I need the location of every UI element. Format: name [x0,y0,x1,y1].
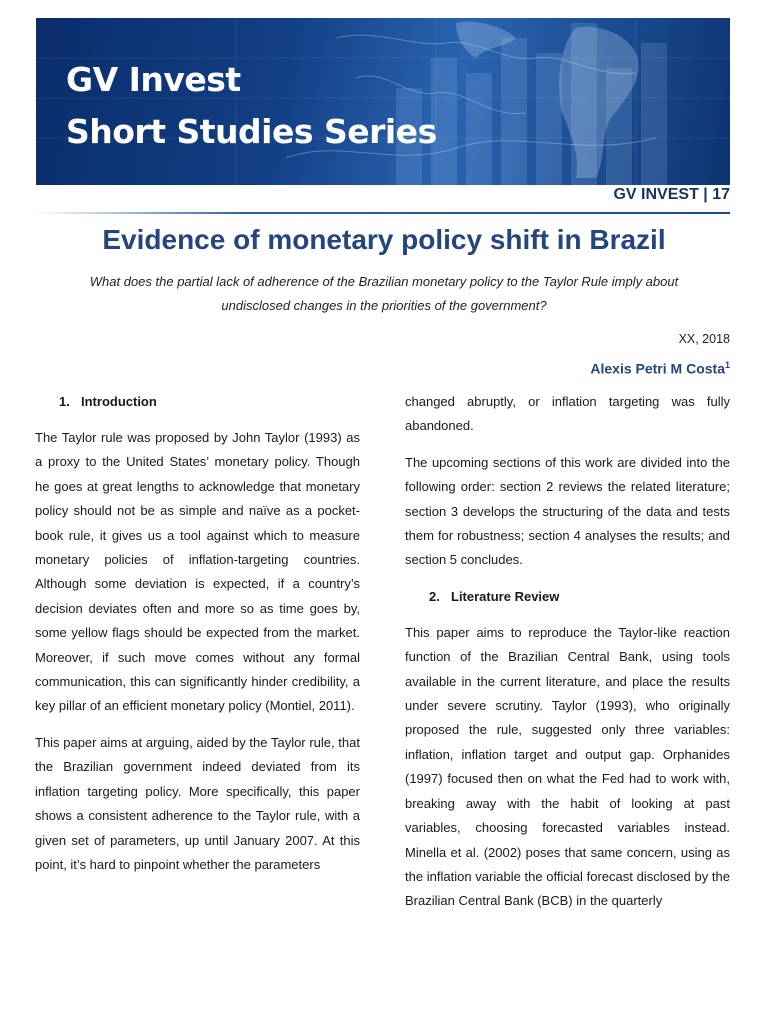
banner-title-line1: GV Invest [66,60,241,99]
intro-paragraph-1: The Taylor rule was proposed by John Taylor (1993) as a proxy to the United States’ monetary policy. Though he goes at great lengths to acknowledge that monetary policy should not be as simple and naïve as a pocket-book rule, it gives us a tool against which to measure monetary policies of inflation-targeting countries. Although some deviation is expected, if a country’s decision deviates often and more so as time goes by, some yellow flags should be expected from the market. Moreover, if such move comes without any formal communication, this can significantly hinder credibility, a key pillar of an efficient monetary policy (Montiel, 2011). [35,430,360,714]
author-name [590,360,730,377]
section-number: 2. [429,588,440,604]
author-name-text: Alexis Petri M Costa [590,360,725,377]
section-heading-introduction [35,390,360,414]
header-banner [36,18,730,185]
paper-title: Evidence of monetary policy shift in Brazil [102,224,666,255]
author-footnote-mark: 1 [724,360,730,370]
banner-title [66,54,437,158]
paper-subtitle: What does the partial lack of adherence of the Brazilian monetary policy to the Taylor Rule imply about undisclosed changes in the priorities of the government? [89,274,679,313]
intro-paragraph-2-continued: changed abruptly, or inflation targeting was fully abandoned. [405,394,730,434]
header-divider [36,212,730,214]
literature-paragraph-1: This paper aims to reproduce the Taylor-like reaction function of the Brazilian Central Bank, using tools available in the current literature, and place the results under severe scrutiny. Taylor (1993), who originally proposed the rule, suggested only three variables: inflation, inflation target and output gap. Orphanides (1997) focused then on what the Fed had to work with, breaking away with the habit of looking at past variables, choosing forecasted variables instead. Minella et al. (2002) poses that same concern, using as the inflation variable the official forecast disclosed by the Brazilian Central Bank (BCB) in the quarterly [405,624,730,909]
intro-paragraph-2: This paper aims at arguing, aided by the Taylor rule, that the Brazilian government indeed deviated from its inflation targeting policy. More specifically, this paper shows a consistent adherence to the Taylor rule, with a given set of parameters, up until January 2007. At this point, it’s hard to pinpoint whether the parameters [35,734,360,872]
left-column [35,390,360,889]
banner-title-line2: Short Studies Series [66,112,437,151]
publication-date: XX, 2018 [678,332,730,346]
right-column [405,390,730,926]
section-number: 1. [59,394,70,409]
section-title: Literature Review [451,588,560,604]
section-heading-literature [405,585,730,609]
series-label: GV INVEST | 17 [613,186,730,203]
intro-paragraph-3: The upcoming sections of this work are divided into the following order: section 2 reviews the related literature; section 3 develops the structuring of the data and tests them for robustness; section 4 analyses the results; and section 5 concludes. [405,454,730,568]
section-title: Introduction [81,394,157,409]
